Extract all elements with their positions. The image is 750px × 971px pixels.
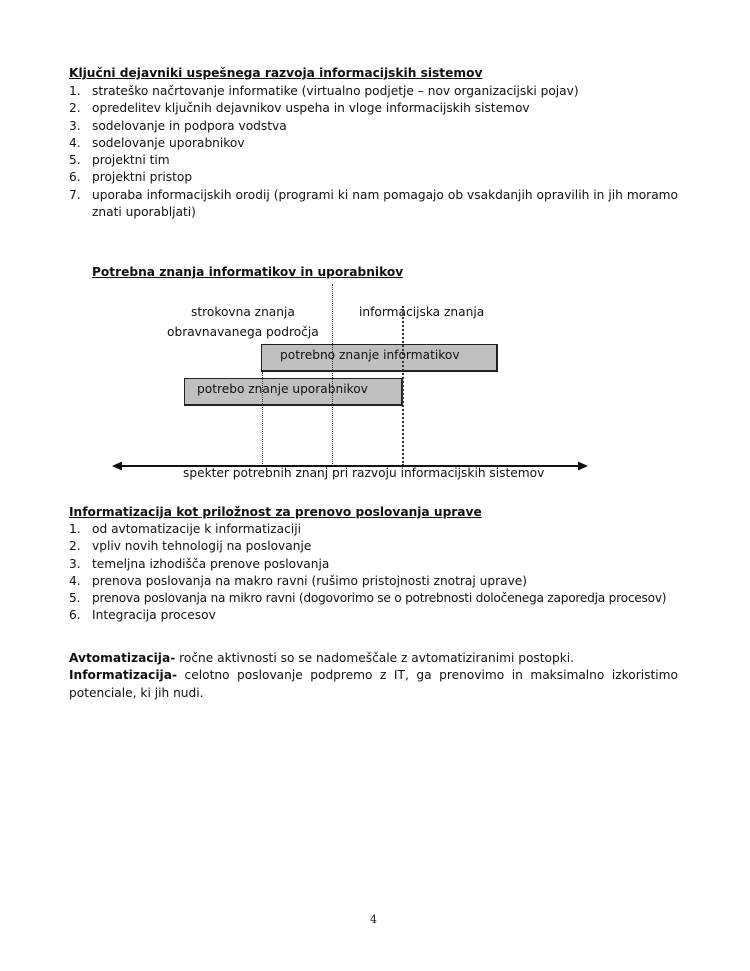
list-item: 4. sodelovanje uporabnikov (69, 135, 245, 150)
list-item: 3. temeljna izhodišča prenove poslovanja (69, 556, 330, 571)
list-item: 5. prenova poslovanja na mikro ravni (dogovorimo se o potrebnosti določenega zaporedja procesov) (69, 591, 667, 606)
box-informatiki-knowledge: potrebno znanje informatikov (261, 344, 498, 372)
divider-left-dotted-line (262, 372, 263, 466)
section-heading-key-factors: Ključni dejavniki uspešnega razvoja informacijskih sistemov (69, 66, 483, 80)
definition-automation: Avtomatizacija- ročne aktivnosti so se nadomeščale z avtomatiziranimi postopki. (69, 651, 575, 665)
divider-center-dotted-line (332, 284, 333, 466)
list-item: 4. prenova poslovanja na makro ravni (rušimo pristojnosti znotraj uprave) (69, 573, 528, 588)
page-number: 4 (370, 913, 377, 926)
list-item: 6. Integracija procesov (69, 608, 216, 623)
definition-informatization: Informatizacija- celotno poslovanje podpremo z IT, ga prenovimo in maksimalno izkoristimo potenciale, ki jih nudi. (69, 668, 678, 700)
key-factors-list (69, 83, 678, 221)
label-information-knowledge: informacijska znanja (359, 305, 485, 319)
axis-label: spekter potrebnih znanj pri razvoju informacijskih sistemov (183, 466, 545, 480)
diagram-heading: Potrebna znanja informatikov in uporabnikov (92, 265, 404, 279)
divider-right-dotted-line (402, 306, 404, 466)
list-item: 2. opredelitev ključnih dejavnikov uspeha in vloge informacijskih sistemov (69, 101, 530, 116)
list-item: 7. uporaba informacijskih orodij (programi ki nam pomagajo ob vsakdanjih opravilih in jih moramo znati uporabljati) (69, 187, 678, 220)
informatization-list (69, 521, 678, 625)
list-item: 5. projektni tim (69, 153, 170, 168)
list-item: 6. projektni pristop (69, 170, 193, 185)
section-heading-informatization: Informatizacija kot priložnost za prenovo poslovanja uprave (69, 505, 482, 519)
list-item: 2. vpliv novih tehnologij na poslovanje (69, 539, 312, 554)
list-item: 1. strateško načrtovanje informatike (virtualno podjetje – nov organizacijski pojav) (69, 84, 579, 98)
label-domain-area: obravnavanega področja (167, 325, 319, 339)
label-professional-knowledge: strokovna znanja (191, 305, 295, 319)
list-item: 1. od avtomatizacije k informatizaciji (69, 522, 302, 536)
list-item: 3. sodelovanje in podpora vodstva (69, 118, 287, 133)
box-user-knowledge: potrebo znanje uporabnikov (184, 378, 403, 406)
